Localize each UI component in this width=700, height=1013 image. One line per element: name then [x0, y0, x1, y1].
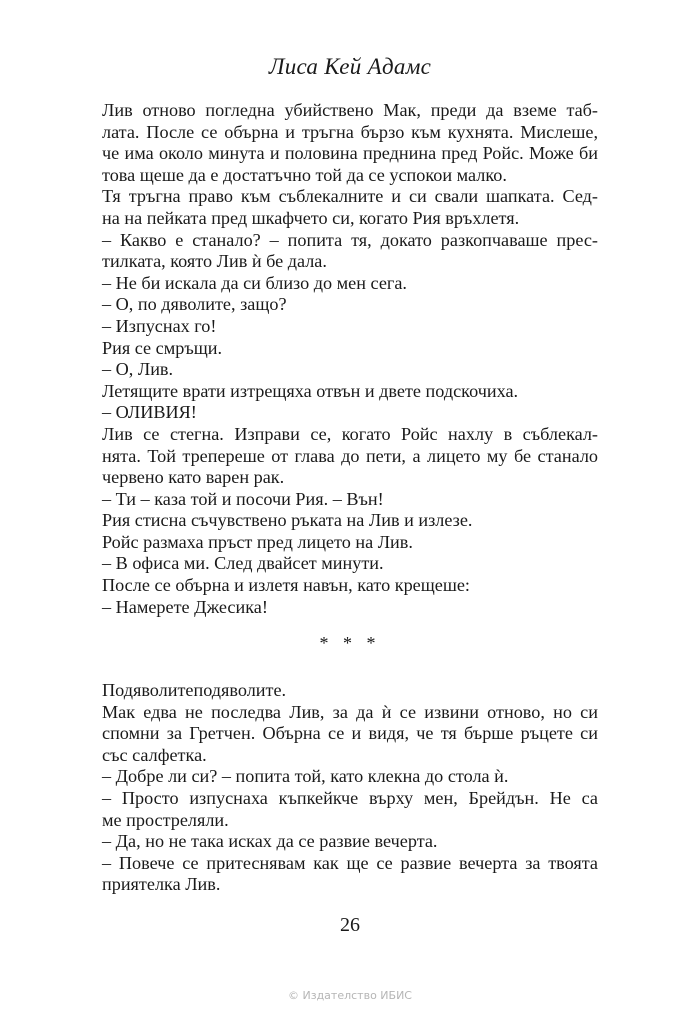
text-line: – Просто изпуснаха къпкейкче върху мен, Брейдън. Не са — [102, 787, 598, 808]
text-line: това щеше да е достатъчно той да се успокои малко. — [102, 164, 507, 185]
text-line: лата. После се обърна и тръгна бързо към кухнята. Мислеше, — [102, 121, 598, 142]
text-line: – Повече се притеснявам как ще се развие вечерта за твоята — [102, 852, 598, 873]
text-line: със салфетка. — [102, 744, 207, 765]
text-line: – Ти – каза той и посочи Рия. – Вън! — [102, 488, 384, 509]
text-line: – Намерете Джесика! — [102, 596, 268, 617]
section-two-text — [102, 680, 598, 896]
text-line: нята. Той трепереше от глава до пети, а лицето му бе станало — [102, 445, 598, 466]
text-line: тилката, която Лив ѝ бе дала. — [102, 251, 327, 272]
page-number: 26 — [340, 914, 360, 936]
section-one-text — [102, 100, 598, 618]
text-line: После се обърна и излетя навън, като крещеше: — [102, 575, 470, 596]
text-line: Мак едва не последва Лив, за да ѝ се извини отново, но си — [102, 701, 598, 722]
text-line: Летящите врати изтрещяха отвън и двете подскочиха. — [102, 380, 519, 401]
text-line: на на пейката пред шкафчето си, когато Рия връхлетя. — [102, 207, 520, 228]
text-line: червено като варен рак. — [102, 467, 285, 488]
text-line: – Какво е станало? – попита тя, докато разкопчаваше прес- — [102, 229, 598, 250]
text-line: Лив отново погледна убийствено Мак, преди да вземе таб- — [102, 100, 598, 120]
text-line: – О, по дяволите, защо? — [102, 294, 287, 315]
text-line: – Не би искала да си близо до мен сега. — [102, 272, 407, 293]
text-line: Рия се смръщи. — [102, 337, 223, 358]
text-line: Рия стисна съчувствено ръката на Лив и излезе. — [102, 510, 473, 531]
text-line: – Добре ли си? – попита той, като клекна до стола ѝ. — [102, 766, 509, 787]
running-head-author: Лиса Кей Адамс — [268, 54, 432, 79]
text-line: приятелка Лив. — [102, 874, 221, 895]
text-line: че има около минута и половина преднина пред Ройс. Може би — [102, 143, 598, 164]
text-line: – Да, но не така исках да се развие вечерта. — [102, 831, 438, 852]
text-line: – ОЛИВИЯ! — [102, 402, 197, 423]
scene-break-asterisks: * * * — [319, 633, 381, 653]
publisher-watermark: © Издателство ИБИС — [288, 989, 412, 1002]
text-line: Подяволитеподяволите. — [102, 680, 287, 700]
text-line: Ройс размаха пръст пред лицето на Лив. — [102, 531, 413, 552]
text-line: – В офиса ми. След двайсет минути. — [102, 553, 384, 574]
text-line: Лив се стегна. Изправи се, когато Ройс нахлу в съблекал- — [102, 423, 598, 444]
text-line: ме простреляли. — [102, 809, 229, 830]
text-line: Тя тръгна право към съблекалните и си свали шапката. Сед- — [102, 186, 598, 207]
text-line: – О, Лив. — [102, 359, 174, 380]
text-line: спомни за Гретчен. Обърна се и видя, че тя бърше ръцете си — [102, 723, 598, 744]
text-line: – Изпуснах го! — [102, 315, 217, 336]
